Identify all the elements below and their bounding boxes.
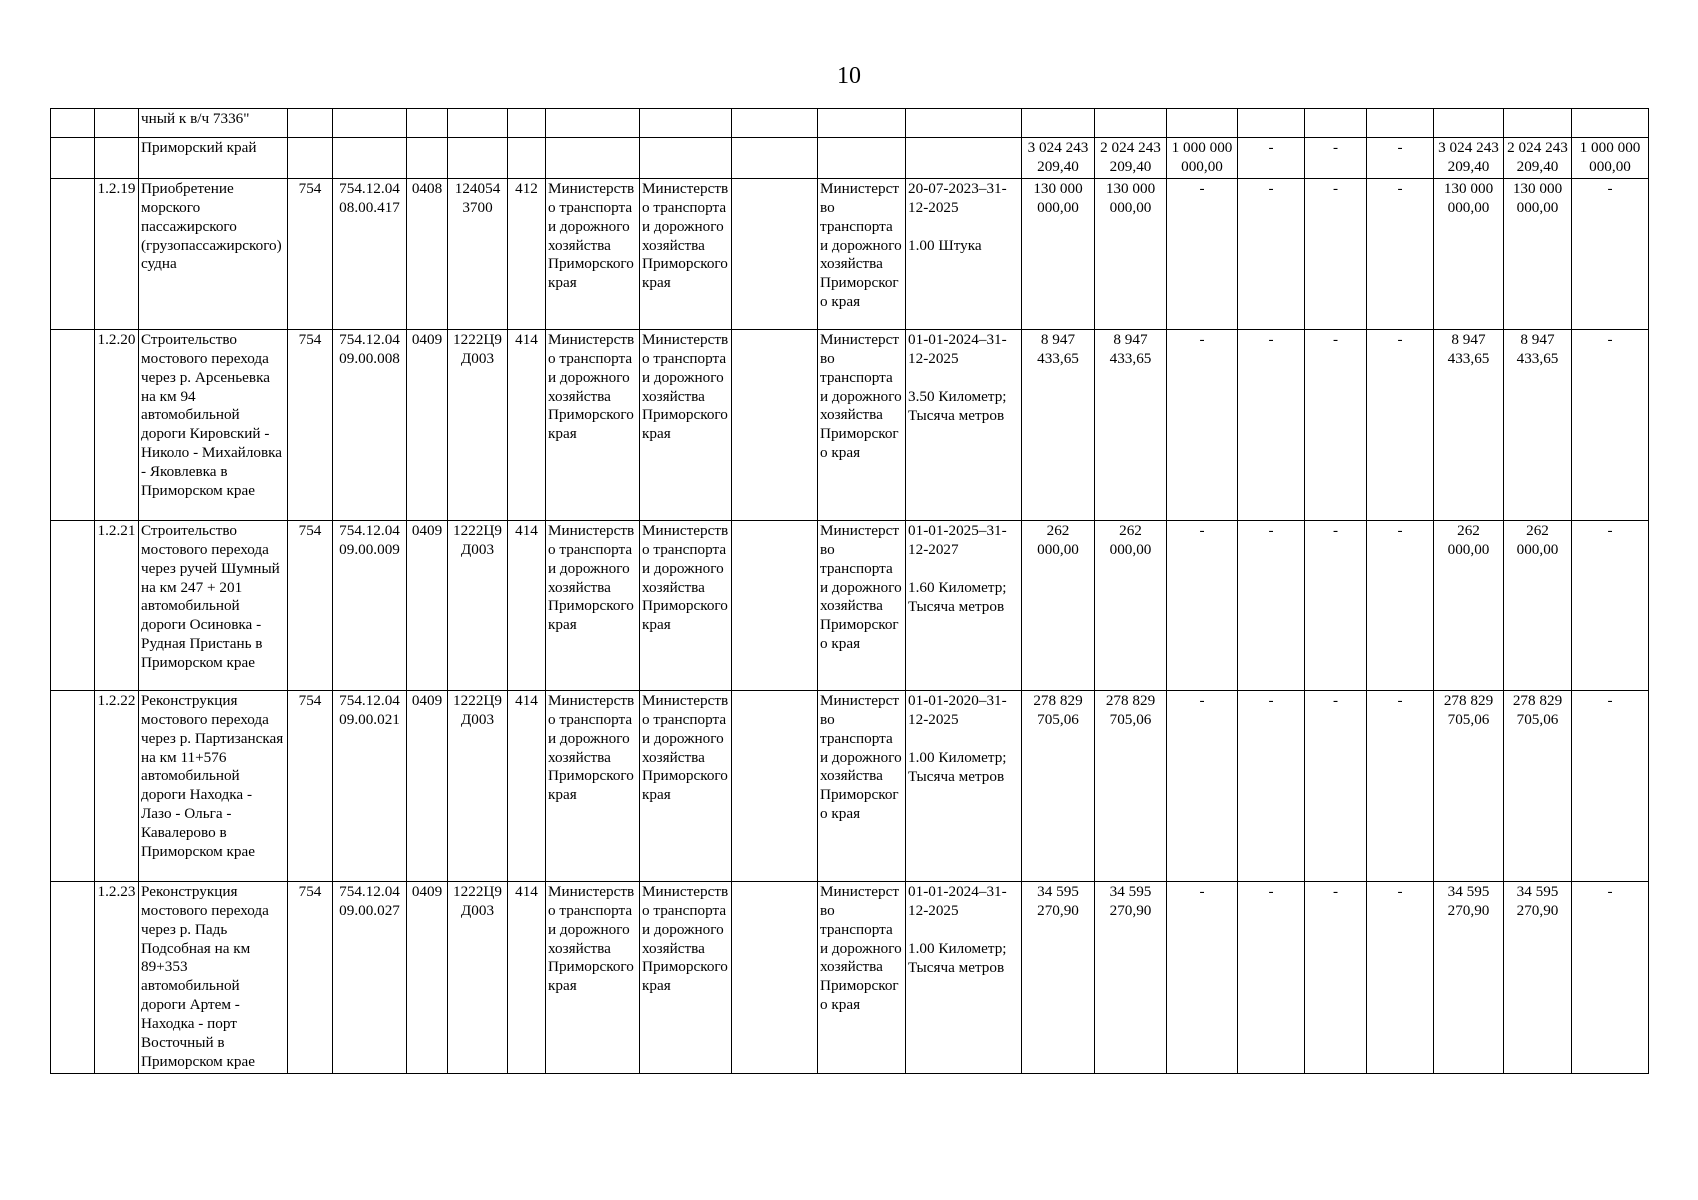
amount-cell: - bbox=[1167, 178, 1238, 329]
period-capacity bbox=[906, 690, 1022, 881]
target-article-code: 124054 3700 bbox=[448, 178, 508, 329]
responsible-ministry: Министерство транспорта и дорожного хозяйства Приморского края bbox=[818, 690, 906, 881]
section-code: 0409 bbox=[407, 881, 448, 1073]
grbs-code: 754 bbox=[288, 520, 333, 690]
amount-cell: 8 947 433,65 bbox=[1022, 329, 1095, 520]
grbs-code: 754 bbox=[288, 329, 333, 520]
object-name: Реконструкция мостового перехода через р. Партизанская на км 11+576 автомобильной дороги Находка - Лазо - Ольга - Кавалерово в Приморском крае bbox=[139, 690, 288, 881]
amount-cell: - bbox=[1305, 881, 1367, 1073]
amount-cell: - bbox=[1367, 520, 1434, 690]
amount-cell: - bbox=[1167, 881, 1238, 1073]
target-article-code: 1222Ц9Д003 bbox=[448, 690, 508, 881]
page-number: 10 bbox=[837, 63, 861, 89]
amount-cell: - bbox=[1305, 329, 1367, 520]
capacity: 3.50 Километр; Тысяча метров bbox=[908, 387, 1007, 424]
region-name: Приморский край bbox=[139, 138, 288, 179]
section-code: 0409 bbox=[407, 329, 448, 520]
amount-cell: - bbox=[1572, 178, 1649, 329]
amount-cell: 1 000 000 000,00 bbox=[1572, 138, 1649, 179]
amount-cell: 130 000 000,00 bbox=[1434, 178, 1504, 329]
item-number: 1.2.23 bbox=[95, 881, 139, 1073]
section-code: 0409 bbox=[407, 690, 448, 881]
region-total-row bbox=[51, 138, 1649, 179]
amount-cell: - bbox=[1238, 690, 1305, 881]
amount-cell: - bbox=[1305, 520, 1367, 690]
developer: Министерство транспорта и дорожного хозяйства Приморского края bbox=[640, 881, 732, 1073]
object-code: 754.12.04 08.00.417 bbox=[333, 178, 407, 329]
amount-cell: - bbox=[1167, 690, 1238, 881]
amount-cell: 8 947 433,65 bbox=[1095, 329, 1167, 520]
grbs-code: 754 bbox=[288, 690, 333, 881]
amount-cell: 3 024 243 209,40 bbox=[1022, 138, 1095, 179]
amount-cell: 3 024 243 209,40 bbox=[1434, 138, 1504, 179]
amount-cell: - bbox=[1572, 520, 1649, 690]
object-name: Реконструкция мостового перехода через р. Падь Подсобная на км 89+353 автомобильной дороги Артем - Находка - порт Восточный в Приморском крае bbox=[139, 881, 288, 1073]
expense-type-code: 414 bbox=[508, 329, 546, 520]
amount-cell: 262 000,00 bbox=[1504, 520, 1572, 690]
amount-cell: 2 024 243 209,40 bbox=[1504, 138, 1572, 179]
object-name: чный к в/ч 7336" bbox=[139, 109, 288, 138]
item-number: 1.2.22 bbox=[95, 690, 139, 881]
table-row bbox=[51, 178, 1649, 329]
expense-type-code: 412 bbox=[508, 178, 546, 329]
amount-cell: 34 595 270,90 bbox=[1095, 881, 1167, 1073]
developer: Министерство транспорта и дорожного хозяйства Приморского края bbox=[640, 690, 732, 881]
customer: Министерство транспорта и дорожного хозяйства Приморского края bbox=[546, 690, 640, 881]
item-number: 1.2.21 bbox=[95, 520, 139, 690]
object-code: 754.12.04 09.00.021 bbox=[333, 690, 407, 881]
period: 20-07-2023–31-12-2025 bbox=[908, 179, 1007, 216]
responsible-ministry: Министерство транспорта и дорожного хозяйства Приморского края bbox=[818, 520, 906, 690]
period-capacity bbox=[906, 881, 1022, 1073]
table-row bbox=[51, 881, 1649, 1073]
amount-cell: 34 595 270,90 bbox=[1022, 881, 1095, 1073]
amount-cell: 278 829 705,06 bbox=[1022, 690, 1095, 881]
amount-cell: 130 000 000,00 bbox=[1095, 178, 1167, 329]
customer: Министерство транспорта и дорожного хозяйства Приморского края bbox=[546, 178, 640, 329]
period: 01-01-2020–31-12-2025 bbox=[908, 691, 1007, 728]
amount-cell: 34 595 270,90 bbox=[1434, 881, 1504, 1073]
amount-cell: - bbox=[1305, 178, 1367, 329]
object-name: Строительство мостового перехода через ручей Шумный на км 247 + 201 автомобильной дороги Осиновка - Рудная Пристань в Приморском крае bbox=[139, 520, 288, 690]
amount-cell: - bbox=[1238, 329, 1305, 520]
expense-type-code: 414 bbox=[508, 881, 546, 1073]
customer: Министерство транспорта и дорожного хозяйства Приморского края bbox=[546, 520, 640, 690]
target-article-code: 1222Ц9Д003 bbox=[448, 329, 508, 520]
amount-cell: 278 829 705,06 bbox=[1434, 690, 1504, 881]
amount-cell: 278 829 705,06 bbox=[1095, 690, 1167, 881]
item-number: 1.2.20 bbox=[95, 329, 139, 520]
developer: Министерство транспорта и дорожного хозяйства Приморского края bbox=[640, 520, 732, 690]
object-code: 754.12.04 09.00.009 bbox=[333, 520, 407, 690]
table-row bbox=[51, 329, 1649, 520]
amount-cell: 34 595 270,90 bbox=[1504, 881, 1572, 1073]
amount-cell: 8 947 433,65 bbox=[1434, 329, 1504, 520]
amount-cell: - bbox=[1572, 881, 1649, 1073]
object-name: Строительство мостового перехода через р. Арсеньевка на км 94 автомобильной дороги Кировский - Николо - Михайловка - Яковлевка в Приморском крае bbox=[139, 329, 288, 520]
table-row bbox=[51, 690, 1649, 881]
section-code: 0408 bbox=[407, 178, 448, 329]
developer: Министерство транспорта и дорожного хозяйства Приморского края bbox=[640, 329, 732, 520]
amount-cell: 278 829 705,06 bbox=[1504, 690, 1572, 881]
responsible-ministry: Министерство транспорта и дорожного хозяйства Приморского края bbox=[818, 329, 906, 520]
amount-cell: - bbox=[1367, 329, 1434, 520]
amount-cell: - bbox=[1238, 138, 1305, 179]
amount-cell: 130 000 000,00 bbox=[1022, 178, 1095, 329]
amount-cell: 2 024 243 209,40 bbox=[1095, 138, 1167, 179]
object-name: Приобретение морского пассажирского (грузопассажирского) судна bbox=[139, 178, 288, 329]
object-code: 754.12.04 09.00.008 bbox=[333, 329, 407, 520]
investment-objects-table bbox=[50, 108, 1649, 1074]
expense-type-code: 414 bbox=[508, 690, 546, 881]
table-row bbox=[51, 520, 1649, 690]
period-capacity bbox=[906, 520, 1022, 690]
amount-cell: 130 000 000,00 bbox=[1504, 178, 1572, 329]
amount-cell: - bbox=[1367, 178, 1434, 329]
amount-cell: - bbox=[1238, 178, 1305, 329]
customer: Министерство транспорта и дорожного хозяйства Приморского края bbox=[546, 329, 640, 520]
period-capacity bbox=[906, 178, 1022, 329]
amount-cell: - bbox=[1238, 520, 1305, 690]
continuation-row bbox=[51, 109, 1649, 138]
capacity: 1.00 Километр; Тысяча метров bbox=[908, 748, 1007, 785]
amount-cell: 262 000,00 bbox=[1434, 520, 1504, 690]
expense-type-code: 414 bbox=[508, 520, 546, 690]
amount-cell: - bbox=[1572, 690, 1649, 881]
amount-cell: - bbox=[1167, 329, 1238, 520]
period-capacity bbox=[906, 329, 1022, 520]
object-code: 754.12.04 09.00.027 bbox=[333, 881, 407, 1073]
amount-cell: - bbox=[1167, 520, 1238, 690]
amount-cell: 1 000 000 000,00 bbox=[1167, 138, 1238, 179]
period: 01-01-2024–31-12-2025 bbox=[908, 330, 1007, 367]
amount-cell: 262 000,00 bbox=[1095, 520, 1167, 690]
customer: Министерство транспорта и дорожного хозяйства Приморского края bbox=[546, 881, 640, 1073]
amount-cell: - bbox=[1572, 329, 1649, 520]
capacity: 1.00 Километр; Тысяча метров bbox=[908, 939, 1007, 976]
amount-cell: - bbox=[1367, 881, 1434, 1073]
period: 01-01-2025–31-12-2027 bbox=[908, 521, 1007, 558]
capacity: 1.60 Километр; Тысяча метров bbox=[908, 578, 1007, 615]
amount-cell: - bbox=[1367, 690, 1434, 881]
item-number: 1.2.19 bbox=[95, 178, 139, 329]
amount-cell: 8 947 433,65 bbox=[1504, 329, 1572, 520]
amount-cell: - bbox=[1238, 881, 1305, 1073]
grbs-code: 754 bbox=[288, 881, 333, 1073]
amount-cell: - bbox=[1367, 138, 1434, 179]
grbs-code: 754 bbox=[288, 178, 333, 329]
period: 01-01-2024–31-12-2025 bbox=[908, 882, 1007, 919]
amount-cell: - bbox=[1305, 138, 1367, 179]
capacity: 1.00 Штука bbox=[908, 236, 982, 254]
amount-cell: 262 000,00 bbox=[1022, 520, 1095, 690]
target-article-code: 1222Ц9Д003 bbox=[448, 520, 508, 690]
section-code: 0409 bbox=[407, 520, 448, 690]
amount-cell: - bbox=[1305, 690, 1367, 881]
responsible-ministry: Министерство транспорта и дорожного хозяйства Приморского края bbox=[818, 881, 906, 1073]
responsible-ministry: Министерство транспорта и дорожного хозяйства Приморского края bbox=[818, 178, 906, 329]
developer: Министерство транспорта и дорожного хозяйства Приморского края bbox=[640, 178, 732, 329]
target-article-code: 1222Ц9Д003 bbox=[448, 881, 508, 1073]
